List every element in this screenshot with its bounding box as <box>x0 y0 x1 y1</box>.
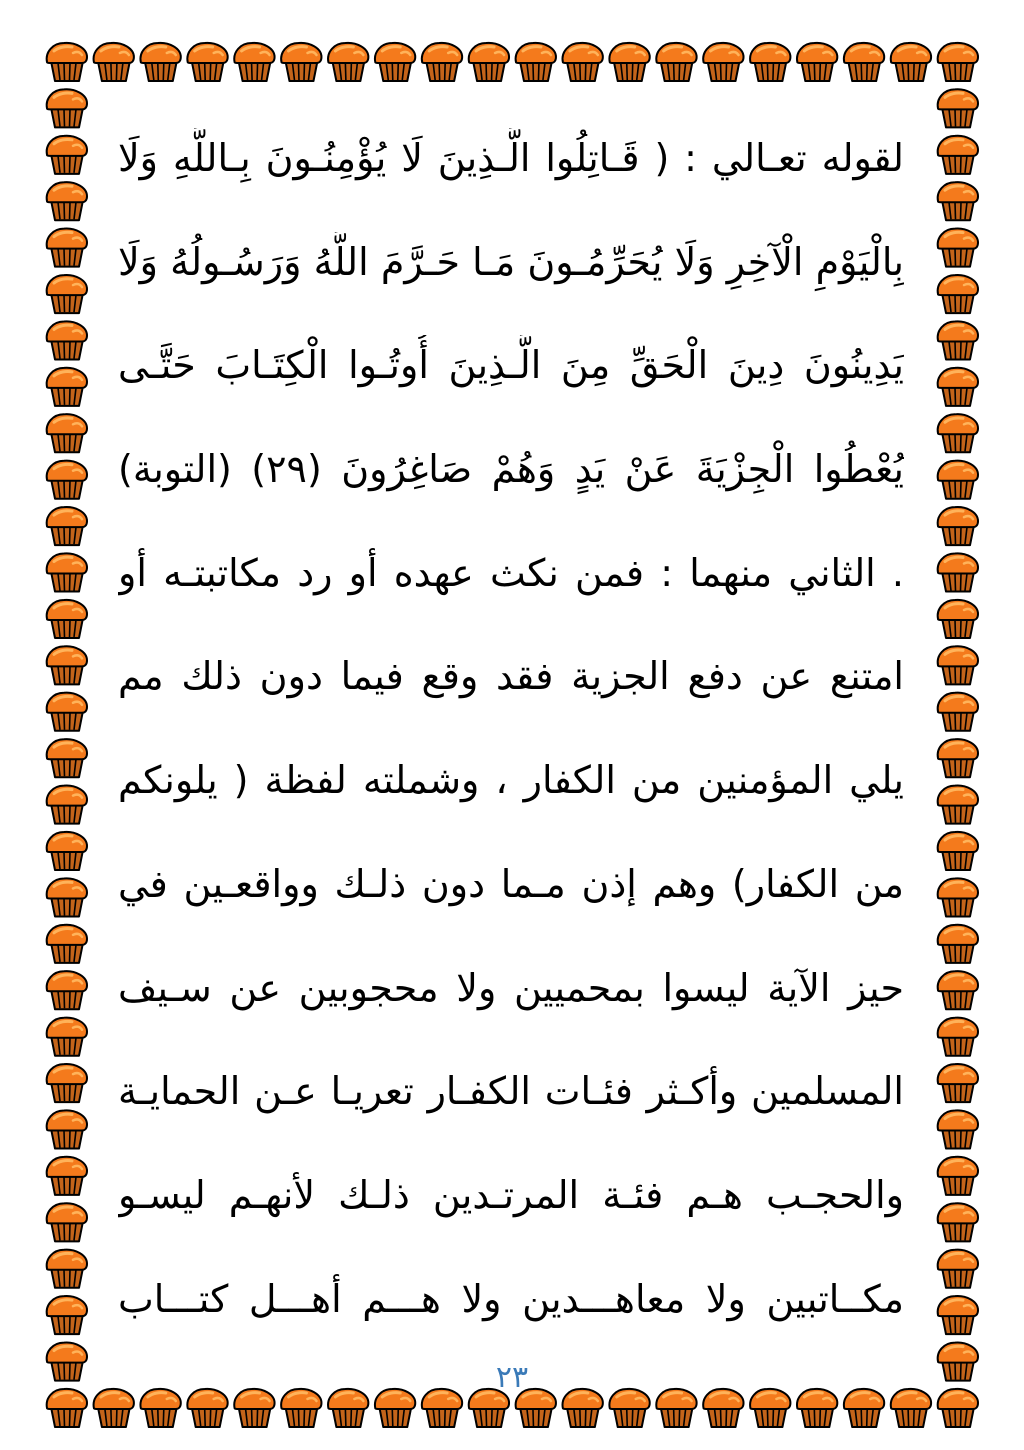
cupcake-icon <box>47 368 87 406</box>
text-line-11: والحجـب هـم فئـة المرتـدين ذلـك لأنهـم ليسـو <box>118 1172 904 1217</box>
cupcake-icon <box>938 182 978 220</box>
cupcake-icon <box>938 1157 978 1195</box>
cupcake-icon <box>844 1389 884 1427</box>
cupcake-icon <box>47 43 87 81</box>
text-line-12: مكــاتبين ولا معاهـــدين ولا هـــم أهـــل كتـــاب <box>118 1276 904 1321</box>
cupcake-icon <box>938 1110 978 1148</box>
cupcake-icon <box>656 1389 696 1427</box>
cupcake-icon <box>47 1203 87 1241</box>
cupcake-icon <box>938 878 978 916</box>
text-line-6: امتنع عن دفع الجزية فقد وقع فيما دون ذلك مم <box>118 654 904 699</box>
cupcake-icon <box>47 1157 87 1195</box>
cupcake-icon <box>281 1389 321 1427</box>
cupcake-icon <box>656 43 696 81</box>
cupcake-icon <box>938 600 978 638</box>
cupcake-icon <box>938 43 978 81</box>
cupcake-icon <box>938 553 978 591</box>
cupcake-icon <box>938 1203 978 1241</box>
cupcake-icon <box>938 136 978 174</box>
cupcake-icon <box>234 43 274 81</box>
cupcake-icon <box>750 43 790 81</box>
cupcake-icon <box>938 1389 978 1427</box>
cupcake-icon <box>47 693 87 731</box>
cupcake-icon <box>938 461 978 499</box>
cupcake-icon <box>703 1389 743 1427</box>
cupcake-icon <box>47 786 87 824</box>
cupcake-icon <box>94 43 134 81</box>
cupcake-icon <box>328 1389 368 1427</box>
cupcake-icon <box>47 739 87 777</box>
cupcake-icon <box>47 971 87 1009</box>
cupcake-icon <box>938 275 978 313</box>
text-line-8: من الكفار) وهم إذن مـما دون ذلـك وواقعـين في <box>118 861 904 906</box>
cupcake-icon <box>422 43 462 81</box>
cupcake-icon <box>703 43 743 81</box>
cupcake-icon <box>609 43 649 81</box>
cupcake-icon <box>938 414 978 452</box>
cupcake-icon <box>187 43 227 81</box>
cupcake-icon <box>234 1389 274 1427</box>
text-line-10: المسلمين وأكـثر فئـات الكفـار تعريـا عـن الحمايـة <box>118 1069 904 1114</box>
page-number: ٢٣ <box>495 1360 529 1395</box>
cupcake-icon <box>563 1389 603 1427</box>
cupcake-icon <box>47 1250 87 1288</box>
cupcake-icon <box>938 925 978 963</box>
cupcake-icon <box>938 1250 978 1288</box>
body-text <box>118 128 904 1372</box>
cupcake-icon <box>516 43 556 81</box>
cupcake-icon <box>891 1389 931 1427</box>
cupcake-icon <box>938 832 978 870</box>
cupcake-icon <box>187 1389 227 1427</box>
cupcake-icon <box>94 1389 134 1427</box>
cupcake-icon <box>938 1342 978 1380</box>
text-line-4: يُعْطُوا الْجِزْيَةَ عَنْ يَدٍ وَهُمْ صَاغِرُونَ (٢٩) (التوبة) <box>118 447 904 492</box>
cupcake-icon <box>563 43 603 81</box>
cupcake-icon <box>938 971 978 1009</box>
cupcake-icon <box>891 43 931 81</box>
cupcake-icon <box>469 43 509 81</box>
cupcake-icon <box>938 646 978 684</box>
cupcake-icon <box>328 43 368 81</box>
cupcake-icon <box>47 832 87 870</box>
cupcake-icon <box>938 739 978 777</box>
cupcake-icon <box>938 368 978 406</box>
cupcake-icon <box>47 1296 87 1334</box>
cupcake-icon <box>47 1342 87 1380</box>
cupcake-icon <box>938 321 978 359</box>
cupcake-icon <box>938 229 978 267</box>
cupcake-icon <box>422 1389 462 1427</box>
cupcake-icon <box>47 461 87 499</box>
cupcake-icon <box>797 43 837 81</box>
cupcake-icon <box>47 1389 87 1427</box>
cupcake-icon <box>47 275 87 313</box>
cupcake-icon <box>375 43 415 81</box>
cupcake-icon <box>938 1296 978 1334</box>
text-line-3: يَدِينُونَ دِينَ الْحَقِّ مِنَ الَّـذِينَ أُوتُـوا الْكِتَـابَ حَتَّـى <box>118 343 904 388</box>
text-line-9: حيز الآية ليسوا بمحميين ولا محجوبين عن سـيف <box>118 965 904 1010</box>
cupcake-icon <box>47 925 87 963</box>
cupcake-icon <box>47 878 87 916</box>
cupcake-icon <box>938 507 978 545</box>
cupcake-icon <box>47 136 87 174</box>
cupcake-icon <box>938 693 978 731</box>
text-line-5: . الثاني منهما : فمن نكث عهده أو رد مكاتبتـه أو <box>118 550 904 595</box>
cupcake-icon <box>750 1389 790 1427</box>
cupcake-icon <box>938 1018 978 1056</box>
text-line-7: يلي المؤمنين من الكفار ، وشملته لفظة ( يلونكم <box>118 758 904 803</box>
cupcake-icon <box>47 321 87 359</box>
cupcake-icon <box>375 1389 415 1427</box>
cupcake-icon <box>47 646 87 684</box>
text-line-2: بِالْيَوْمِ الْآخِرِ وَلَا يُحَرِّمُـونَ مَـا حَـرَّمَ اللَّهُ وَرَسُـولُهُ وَلَا <box>118 239 904 284</box>
cupcake-icon <box>609 1389 649 1427</box>
cupcake-icon <box>938 89 978 127</box>
cupcake-icon <box>47 182 87 220</box>
cupcake-icon <box>281 43 321 81</box>
cupcake-icon <box>140 1389 180 1427</box>
cupcake-icon <box>47 229 87 267</box>
cupcake-icon <box>844 43 884 81</box>
cupcake-icon <box>47 600 87 638</box>
cupcake-icon <box>47 507 87 545</box>
cupcake-icon <box>938 786 978 824</box>
cupcake-icon <box>797 1389 837 1427</box>
cupcake-icon <box>140 43 180 81</box>
cupcake-icon <box>47 89 87 127</box>
cupcake-icon <box>47 1110 87 1148</box>
cupcake-icon <box>47 1018 87 1056</box>
cupcake-icon <box>47 414 87 452</box>
text-line-1: لقوله تعـالي : ( قَـاتِلُوا الَّـذِينَ لَا يُؤْمِنُـونَ بِـاللَّهِ وَلَا <box>118 136 904 180</box>
cupcake-icon <box>47 1064 87 1102</box>
cupcake-icon <box>47 553 87 591</box>
cupcake-icon <box>938 1064 978 1102</box>
